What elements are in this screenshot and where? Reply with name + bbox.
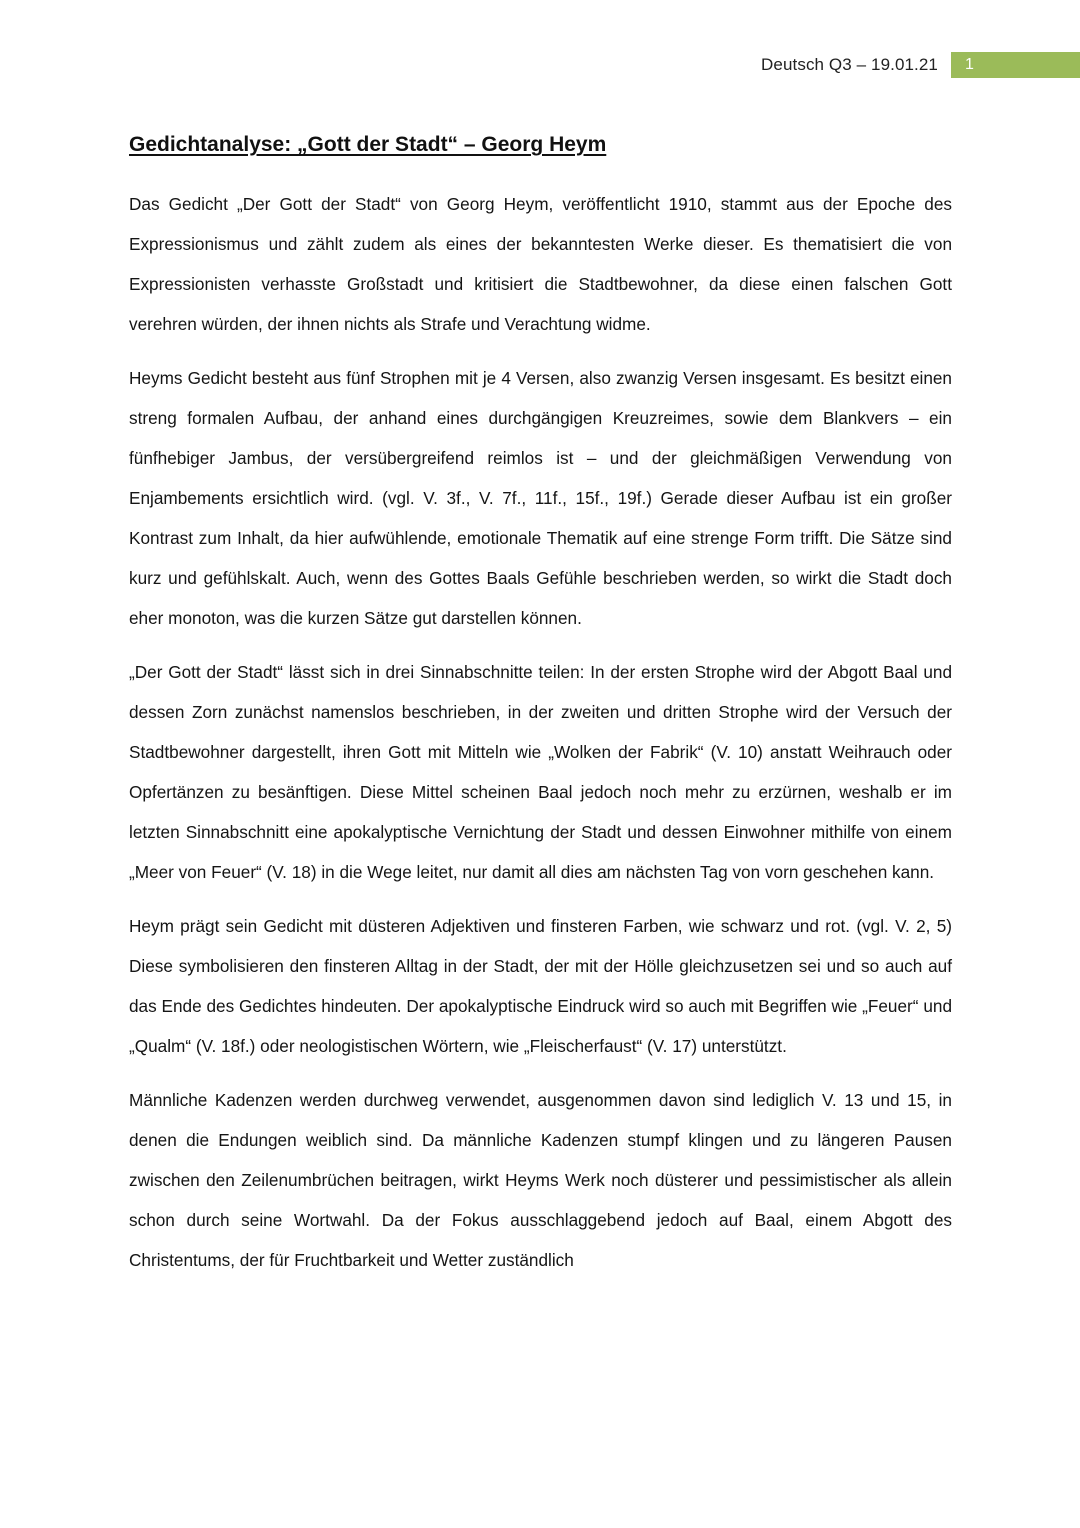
paragraph-intro: Das Gedicht „Der Gott der Stadt“ von Georg Heym, veröffentlicht 1910, stammt aus der Epoche des Expressionismus und zählt zudem als eines der bekanntesten Werke dieser. Es thematisiert die von Expressionisten verhasste Großstadt und kritisiert die Stadtbewohner, da diese einen falschen Gott verehren würden, der ihnen nichts als Strafe und Verachtung widme. xyxy=(129,194,952,334)
paragraph-cadences: Männliche Kadenzen werden durchweg verwendet, ausgenommen davon sind lediglich V. 13 und 15, in denen die Endungen weiblich sind. Da männliche Kadenzen stumpf klingen und zu längeren Pausen zwischen den Zeilenumbrüchen beitragen, wirkt Heyms Werk noch düsterer und pessimistischer als allein schon durch seine Wortwahl. Da der Fokus ausschlaggebend jedoch auf Baal, einem Abgott des Christentums, der für Fruchtbarkeit und Wetter zuständlich xyxy=(129,1090,952,1270)
header-course-date: Deutsch Q3 – 19.01.21 xyxy=(761,55,938,74)
document-body xyxy=(129,128,952,1294)
document-title: Gedichtanalyse: „Gott der Stadt“ – Georg Heym xyxy=(129,133,607,156)
paragraph-language: Heym prägt sein Gedicht mit düsteren Adjektiven und finsteren Farben, wie schwarz und rot. (vgl. V. 2, 5) Diese symbolisieren den finsteren Alltag in der Stadt, der mit der Hölle gleichzusetzen sei und so auch auf das Ende des Gedichtes hindeuten. Der apokalyptische Eindruck wird so auch mit Begriffen wie „Feuer“ und „Qualm“ (V. 18f.) oder neologistischen Wörtern, wie „Fleischerfaust“ (V. 17) unterstützt. xyxy=(129,916,952,1056)
paragraph-structure: Heyms Gedicht besteht aus fünf Strophen mit je 4 Versen, also zwanzig Versen insgesamt. Es besitzt einen streng formalen Aufbau, der anhand eines durchgängigen Kreuzreimes, sowie dem Blankvers – ein fünfhebiger Jambus, der versübergreifend reimlos ist – und der gleichmäßigen Verwendung von Enjambements ersichtlich wird. (vgl. V. 3f., V. 7f., 11f., 15f., 19f.) Gerade dieser Aufbau ist ein großer Kontrast zum Inhalt, da hier aufwühlende, emotionale Thematik auf eine strenge Form trifft. Die Sätze sind kurz und gefühlskalt. Auch, wenn des Gottes Baals Gefühle beschrieben werden, so wirkt die Stadt doch eher monoton, was die kurzen Sätze gut darstellen können. xyxy=(129,368,952,628)
page-header xyxy=(761,52,1080,78)
paragraph-sections: „Der Gott der Stadt“ lässt sich in drei Sinnabschnitte teilen: In der ersten Strophe wird der Abgott Baal und dessen Zorn zunächst namenslos beschrieben, in der zweiten und dritten Strophe wird der Versuch der Stadtbewohner dargestellt, ihren Gott mit Mitteln wie „Wolken der Fabrik“ (V. 10) anstatt Weihrauch oder Opfertänzen zu besänftigen. Diese Mittel scheinen Baal jedoch noch mehr zu erzürnen, weshalb er im letzten Sinnabschnitt eine apokalyptische Vernichtung der Stadt und dessen Einwohner mithilfe von einem „Meer von Feuer“ (V. 18) in die Wege leitet, nur damit all dies am nächsten Tag von vorn geschehen kann. xyxy=(129,662,952,882)
page-number-badge: 1 xyxy=(950,52,1080,78)
